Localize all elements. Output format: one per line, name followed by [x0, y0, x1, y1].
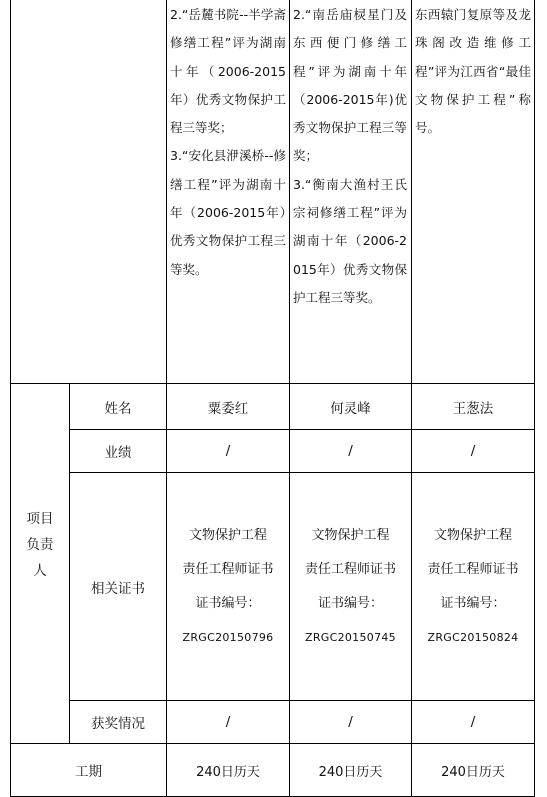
cert-number: ZRGC20150745: [305, 630, 396, 644]
section-label-project-lead: 项目负责人: [26, 511, 54, 579]
cert-line: 证书编号：: [317, 595, 383, 611]
award-item: 3.“衡南大渔村王氏宗祠修缮工程”评为湖南十年（2006-2015年）优秀文物保护工程三等奖。: [293, 176, 407, 305]
person-name: 王葱法: [452, 400, 494, 417]
row-label-performance: 业绩: [104, 445, 132, 461]
cert-line: 责任工程师证书: [182, 561, 274, 577]
person-cert: [412, 473, 534, 700]
award-col3: [415, 1, 531, 142]
cert-line: 文物保护工程: [433, 527, 512, 543]
cert-line: 证书编号：: [195, 595, 261, 611]
row-label-period: 工期: [75, 764, 102, 780]
cert-number: ZRGC20150824: [427, 630, 519, 644]
person-cert: [290, 473, 411, 700]
person-awards: /: [348, 714, 353, 730]
person-performance: /: [225, 443, 231, 459]
award-col2: [293, 1, 407, 312]
cert-line: 文物保护工程: [311, 527, 390, 543]
grid-line: [10, 0, 11, 797]
award-item: 东西辕门复原等及龙珠阁改造维修工程”评为江西省“最佳文物保护工程”称号。: [415, 7, 531, 136]
cert-line: 证书编号：: [440, 595, 506, 611]
person-awards: /: [470, 714, 476, 730]
person-period: 240日历天: [196, 764, 260, 780]
award-item: 3.“安化县洢溪桥--修缮工程”评为湖南十年（2006-2015年）优秀文物保护工程三等奖。: [170, 148, 286, 277]
row-label-name: 姓名: [104, 400, 132, 417]
grid-line: [534, 0, 535, 797]
cert-line: 文物保护工程: [188, 527, 267, 543]
award-item: 2.“岳麓书院--半学斋修缮工程”评为湖南十年（2006-2015年）优秀文物保护工程三等奖；: [170, 7, 286, 136]
person-name: 粟委红: [207, 400, 249, 417]
person-awards: /: [225, 714, 231, 730]
person-period: 240日历天: [318, 764, 383, 780]
cert-line: 责任工程师证书: [304, 561, 396, 577]
person-period: 240日历天: [441, 764, 505, 780]
cert-line: 责任工程师证书: [427, 561, 519, 577]
row-label-cert: 相关证书: [91, 580, 145, 597]
award-col1: [170, 1, 286, 284]
award-item: 2.“南岳庙棂星门及东西便门修缮工程”评为湖南十年（2006-2015年)优秀文物保护工程三等奖；: [293, 7, 407, 164]
person-cert: [167, 473, 289, 700]
person-performance: /: [348, 443, 353, 459]
person-performance: /: [470, 443, 476, 459]
person-name: 何灵峰: [330, 400, 371, 417]
row-label-awards: 获奖情况: [91, 716, 145, 732]
cert-number: ZRGC20150796: [182, 630, 274, 644]
